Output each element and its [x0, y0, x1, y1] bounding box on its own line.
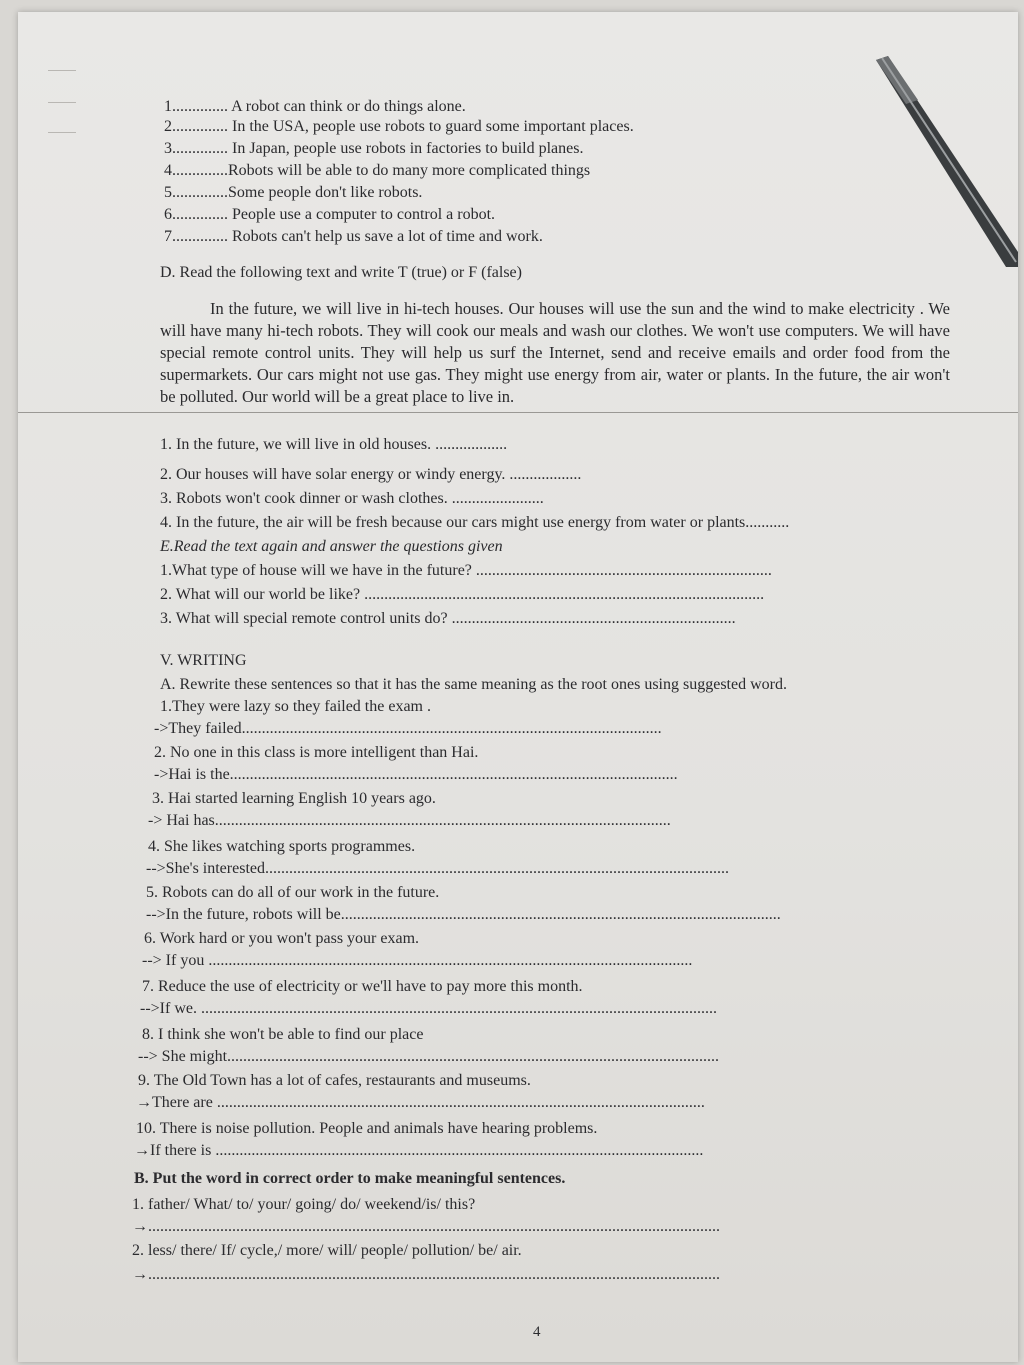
writing-item-9-question: 9. The Old Town has a lot of cafes, restaurants and museums.	[138, 1072, 531, 1089]
c-item-3: 3.............. In Japan, people use robots in factories to build planes.	[164, 140, 584, 157]
writing-part-a-heading: A. Rewrite these sentences so that it has the same meaning as the root ones using suggested word.	[160, 676, 787, 693]
worksheet-page	[18, 12, 1018, 1362]
reading-passage: In the future, we will live in hi-tech houses. Our houses will use the sun and the wind to make electricity . We will have many hi-tech robots. They will cook our meals and wash our clothes. We won't use computers. We will have special remote control units. They will help us surf the Internet, send and receive emails and order food from the supermarkets. Our cars might not use gas. They might use energy from air, water or plants. In the future, the air won't be polluted. Our world will be a great place to live in.	[160, 299, 950, 406]
c-item-5: 5..............Some people don't like robots.	[164, 184, 423, 201]
writing-item-9-answer: →There are ..........................................................................................................................	[136, 1094, 705, 1111]
part-b-item-1: 1. father/ What/ to/ your/ going/ do/ weekend/is/ this?	[132, 1196, 476, 1213]
writing-item-10-question: 10. There is noise pollution. People and animals have hearing problems.	[136, 1120, 598, 1137]
writing-item-2-answer: ->Hai is the................................................................................................................	[154, 766, 678, 783]
c-item-4: 4..............Robots will be able to do many more complicated things	[164, 162, 591, 179]
writing-heading: V. WRITING	[160, 652, 247, 669]
writing-item-3-question: 3. Hai started learning English 10 years ago.	[152, 790, 436, 807]
e-question-3: 3. What will special remote control units do? .......................................................................	[160, 610, 736, 627]
writing-item-4-answer: -->She's interested....................................................................................................................	[146, 860, 729, 877]
writing-item-6-answer: --> If you .........................................................................................................................	[142, 952, 693, 969]
writing-item-2-question: 2. No one in this class is more intelligent than Hai.	[154, 744, 479, 761]
fold-line	[18, 412, 1018, 413]
c-item-1: 1.............. A robot can think or do things alone.	[164, 98, 466, 115]
section-d-heading: D. Read the following text and write T (true) or F (false)	[160, 264, 522, 281]
d-statement-2: 2. Our houses will have solar energy or windy energy. ..................	[160, 466, 582, 483]
writing-item-7-answer: -->If we. .................................................................................................................................	[140, 1000, 717, 1017]
part-b-item-1-answer: →...............................................................................................................................................	[132, 1218, 720, 1235]
writing-item-8-answer: --> She might...........................................................................................................................	[138, 1048, 720, 1065]
writing-item-3-answer: -> Hai has..................................................................................................................	[148, 812, 671, 829]
c-item-2: 2.............. In the USA, people use robots to guard some important places.	[164, 118, 634, 135]
writing-item-5-question: 5. Robots can do all of our work in the future.	[146, 884, 440, 901]
d-statement-1: 1. In the future, we will live in old houses. ..................	[160, 436, 508, 453]
e-question-1: 1.What type of house will we have in the future? ..........................................................................	[160, 562, 772, 579]
writing-item-1-question: 1.They were lazy so they failed the exam .	[160, 698, 431, 715]
part-b-item-2-answer: →...............................................................................................................................................	[132, 1266, 720, 1283]
writing-part-b-heading: B. Put the word in correct order to make meaningful sentences.	[134, 1170, 566, 1187]
c-item-6: 6.............. People use a computer to control a robot.	[164, 206, 496, 223]
writing-item-4-question: 4. She likes watching sports programmes.	[148, 838, 416, 855]
writing-item-6-question: 6. Work hard or you won't pass your exam.	[144, 930, 420, 947]
e-question-2: 2. What will our world be like? ....................................................................................................	[160, 586, 765, 603]
writing-item-8-question: 8. I think she won't be able to find our place	[142, 1026, 424, 1043]
section-e-heading: E.Read the text again and answer the questions given	[160, 538, 503, 555]
page-number: 4	[533, 1324, 541, 1340]
writing-item-10-answer: →If there is ..........................................................................................................................	[134, 1142, 704, 1159]
writing-item-5-answer: -->In the future, robots will be..............................................................................................................	[146, 906, 781, 923]
part-b-item-2: 2. less/ there/ If/ cycle,/ more/ will/ people/ pollution/ be/ air.	[132, 1242, 522, 1259]
d-statement-3: 3. Robots won't cook dinner or wash clothes. .......................	[160, 490, 544, 507]
writing-item-1-answer: ->They failed.........................................................................................................	[154, 720, 662, 737]
c-item-7: 7.............. Robots can't help us save a lot of time and work.	[164, 228, 543, 245]
d-statement-4: 4. In the future, the air will be fresh because our cars might use energy from water or plants...........	[160, 514, 790, 531]
pencil-image	[858, 52, 1018, 312]
writing-item-7-question: 7. Reduce the use of electricity or we'll have to pay more this month.	[142, 978, 583, 995]
